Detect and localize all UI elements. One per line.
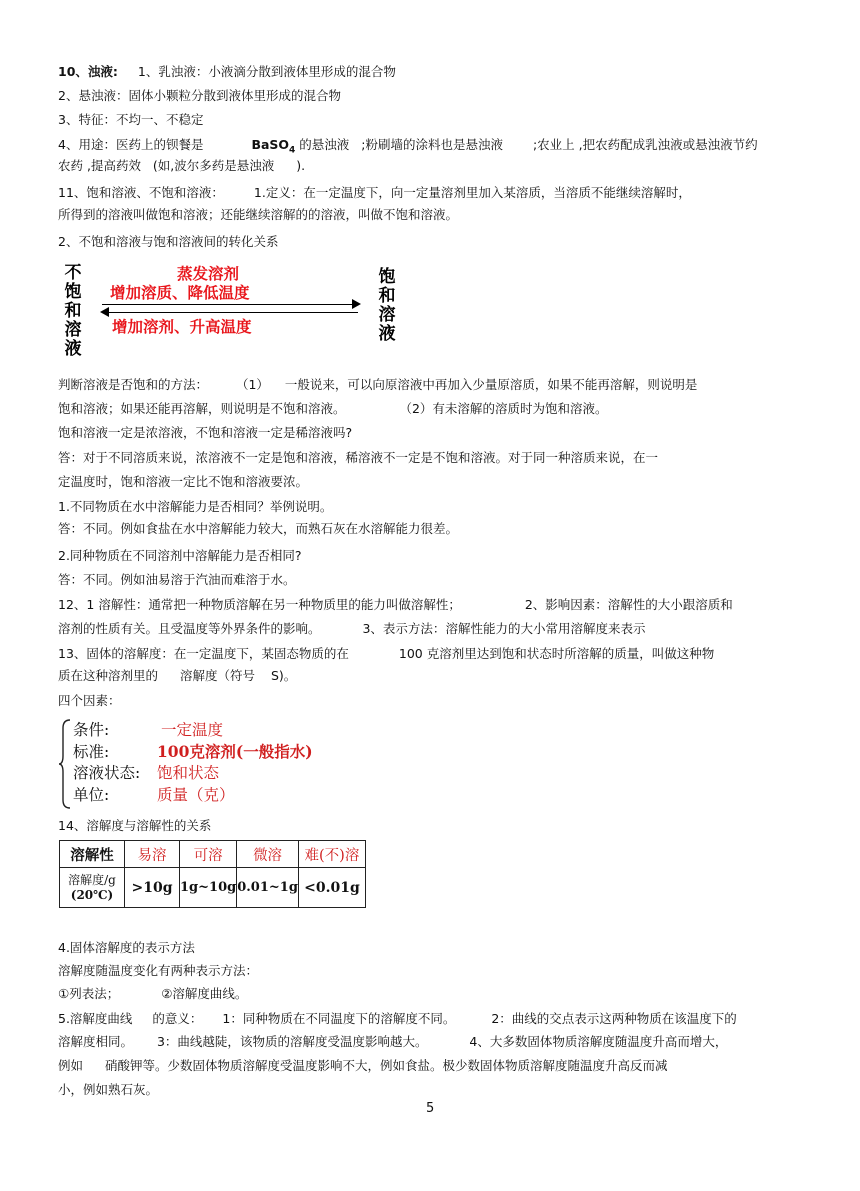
text: 3、表示方法：溶解性能力的大小常用溶解度来表示: [362, 621, 646, 636]
factor-key: 溶液状态:: [73, 764, 141, 782]
text: 一般说来，可以向原溶液中再加入少量原溶质，如果不能再溶解，则说明是: [284, 377, 698, 392]
solubility-table: [59, 840, 366, 908]
text: 的悬浊液: [299, 137, 350, 152]
text-line: 4.固体溶解度的表示方法: [58, 940, 195, 955]
factor-value: 饱和状态: [157, 764, 220, 782]
heading-10: 10、浊液:: [58, 64, 118, 79]
text-line: 定温度时，饱和溶液一定比不饱和溶液要浓。: [58, 474, 309, 489]
text: （1）: [235, 377, 269, 392]
text-line: 2、悬浊液：固体小颗粒分散到液体里形成的混合物: [58, 88, 341, 103]
row-label-line: 溶解度/g: [68, 872, 116, 887]
arrow-label-add-solute: 增加溶质、降低温度: [110, 284, 250, 302]
text: 2、影响因素：溶解性的大小跟溶质和: [524, 597, 733, 612]
text: 4、用途：医药上的钡餐是: [58, 137, 204, 152]
text-line: 所得到的溶液叫做饱和溶液；还能继续溶解的的溶液，叫做不饱和溶液。: [58, 207, 459, 222]
factor-row: [73, 763, 219, 783]
table-cell: 0.01~1g: [237, 868, 299, 908]
factor-value: 100克溶剂(一般指水): [157, 742, 313, 761]
table-header-row: [60, 841, 366, 868]
left-char: 饱: [64, 282, 82, 302]
table-cell: >10g: [125, 868, 180, 908]
text: 3：曲线越陡，该物质的溶解度受温度影响越大。: [156, 1034, 428, 1049]
text-line: 答：对于不同溶质来说，浓溶液不一定是饱和溶液，稀溶液不一定是不饱和溶液。对于同一种溶质来说，在一: [58, 450, 659, 465]
text-line: 答：不同。例如食盐在水中溶解能力较大，而熟石灰在水溶解能力很差。: [58, 521, 459, 536]
text-line: 14、溶解度与溶解性的关系: [58, 818, 212, 833]
text: ②溶解度曲线。: [161, 986, 248, 1001]
arrow-right: [102, 304, 354, 305]
table-row: [60, 868, 366, 908]
factor-row: [73, 742, 313, 762]
factor-value: 一定温度: [161, 721, 224, 739]
right-char: 饱: [378, 267, 396, 287]
left-char: 和: [64, 301, 82, 321]
text-line: [58, 621, 645, 637]
factor-key: 标准:: [73, 743, 110, 761]
left-char: 液: [64, 339, 82, 359]
right-label: [376, 268, 398, 344]
heading-13: 13、固体的溶解度：在一定温度下，某固态物质的在: [58, 646, 349, 661]
table-row-label: [60, 868, 125, 908]
text: 的意义：: [152, 1011, 203, 1026]
text-line: [58, 158, 305, 174]
heading-12: 12、1 溶解性：通常把一种物质溶解在另一种物质里的能力叫做溶解性；: [58, 597, 461, 612]
text-line: [58, 401, 607, 417]
page-number: 5: [426, 1101, 435, 1116]
text: 4、大多数固体物质溶解度随温度升高而增大，: [469, 1034, 728, 1049]
text-line: 饱和溶液一定是浓溶液，不饱和溶液一定是稀溶液吗?: [58, 425, 353, 440]
text: 1：同种物质在不同温度下的溶解度不同。: [222, 1011, 456, 1026]
text: （2）有未溶解的溶质时为饱和溶液。: [399, 401, 608, 416]
right-char: 液: [378, 324, 396, 344]
left-label: [62, 264, 84, 359]
text-line: [58, 1011, 737, 1027]
left-char: 溶: [64, 320, 82, 340]
text-line: 1.不同物质在水中溶解能力是否相同？举例说明。: [58, 499, 333, 514]
text-line: [58, 986, 247, 1002]
text-line: [58, 597, 733, 613]
text-line: 四个因素：: [58, 693, 121, 708]
text-line: [58, 377, 697, 393]
text: 农药 ,提高药效: [58, 158, 141, 173]
four-factors: [58, 718, 338, 810]
formula: [251, 137, 296, 156]
table-header-cell: 易溶: [125, 841, 180, 868]
text-line: 2.同种物质在不同溶剂中溶解能力是否相同?: [58, 548, 302, 563]
text-line: [58, 1034, 727, 1050]
text-line: [58, 185, 691, 201]
left-char: 不: [64, 263, 82, 283]
table-header-cell: 可溶: [180, 841, 237, 868]
text-line: [58, 137, 758, 159]
table-cell: <0.01g: [298, 868, 365, 908]
text-line: 3、特征：不均一、不稳定: [58, 112, 204, 127]
arrow-label-evaporate: 蒸发溶剂: [177, 265, 240, 283]
table-header-cell: 微溶: [237, 841, 299, 868]
formula-sub: 4: [289, 145, 296, 156]
text-line: 溶解度随温度变化有两种表示方法：: [58, 963, 259, 978]
arrow-left: [108, 312, 358, 313]
factor-row: [73, 720, 223, 740]
text: 100 克溶剂里达到饱和状态时所溶解的质量，叫做这种物: [398, 646, 715, 661]
arrowhead-left: [100, 307, 109, 317]
heading-11: 11、饱和溶液、不饱和溶液：: [58, 185, 224, 200]
factor-value: 质量（克）: [157, 786, 235, 804]
text: 饱和溶液；如果还能再溶解，则说明是不饱和溶液。: [58, 401, 346, 416]
text: (如,波尔多药是悬浊液: [152, 158, 275, 173]
table-header-cell: 溶解性: [60, 841, 125, 868]
text: 1、乳浊液：小液滴分散到液体里形成的混合物: [137, 64, 396, 79]
text: S)。: [270, 668, 297, 683]
arrow-label-add-solvent: 增加溶剂、升高温度: [112, 318, 252, 336]
text: ;农业上 ,把农药配成乳浊液或悬浊液节约: [532, 137, 758, 152]
text: 溶剂的性质有关。且受温度等外界条件的影响。: [58, 621, 321, 636]
table-header-cell: 难(不)溶: [298, 841, 365, 868]
text: ).: [296, 158, 306, 173]
text-line: 2、不饱和溶液与饱和溶液间的转化关系: [58, 234, 279, 249]
text: ;粉刷墙的涂料也是悬浊液: [361, 137, 503, 152]
text: ①列表法；: [58, 986, 120, 1001]
text: 例如: [58, 1058, 84, 1073]
text: 2：曲线的交点表示这两种物质在该温度下的: [491, 1011, 737, 1026]
factor-key: 条件:: [73, 721, 110, 739]
row-label-line: (20℃): [70, 887, 114, 902]
text-line: [58, 64, 396, 80]
factor-key: 单位:: [73, 786, 110, 804]
text-line: [58, 1058, 668, 1074]
formula-text: BaSO: [251, 137, 290, 152]
text: 5.溶解度曲线: [58, 1011, 133, 1026]
text: 质在这种溶剂里的: [58, 668, 159, 683]
right-char: 溶: [378, 305, 396, 325]
text-line: [58, 646, 714, 662]
text: 溶解度（符号: [179, 668, 255, 683]
arrowhead-right: [352, 299, 361, 309]
text-line: 答：不同。例如油易溶于汽油而难溶于水。: [58, 572, 296, 587]
factor-row: [73, 785, 235, 805]
text-line: 小，例如熟石灰。: [58, 1082, 159, 1097]
text: 1.定义：在一定温度下，向一定量溶剂里加入某溶质，当溶质不能继续溶解时，: [253, 185, 691, 200]
text: 溶解度相同。: [58, 1034, 134, 1049]
right-char: 和: [378, 286, 396, 306]
text: 判断溶液是否饱和的方法：: [58, 377, 209, 392]
conversion-diagram: [60, 262, 420, 359]
table-cell: 1g~10g: [180, 868, 237, 908]
brace-icon: [58, 718, 72, 810]
text-line: [58, 668, 296, 684]
text: 硝酸钾等。少数固体物质溶解度受温度影响不大，例如食盐。极少数固体物质溶解度随温度升高反而减: [104, 1058, 668, 1073]
